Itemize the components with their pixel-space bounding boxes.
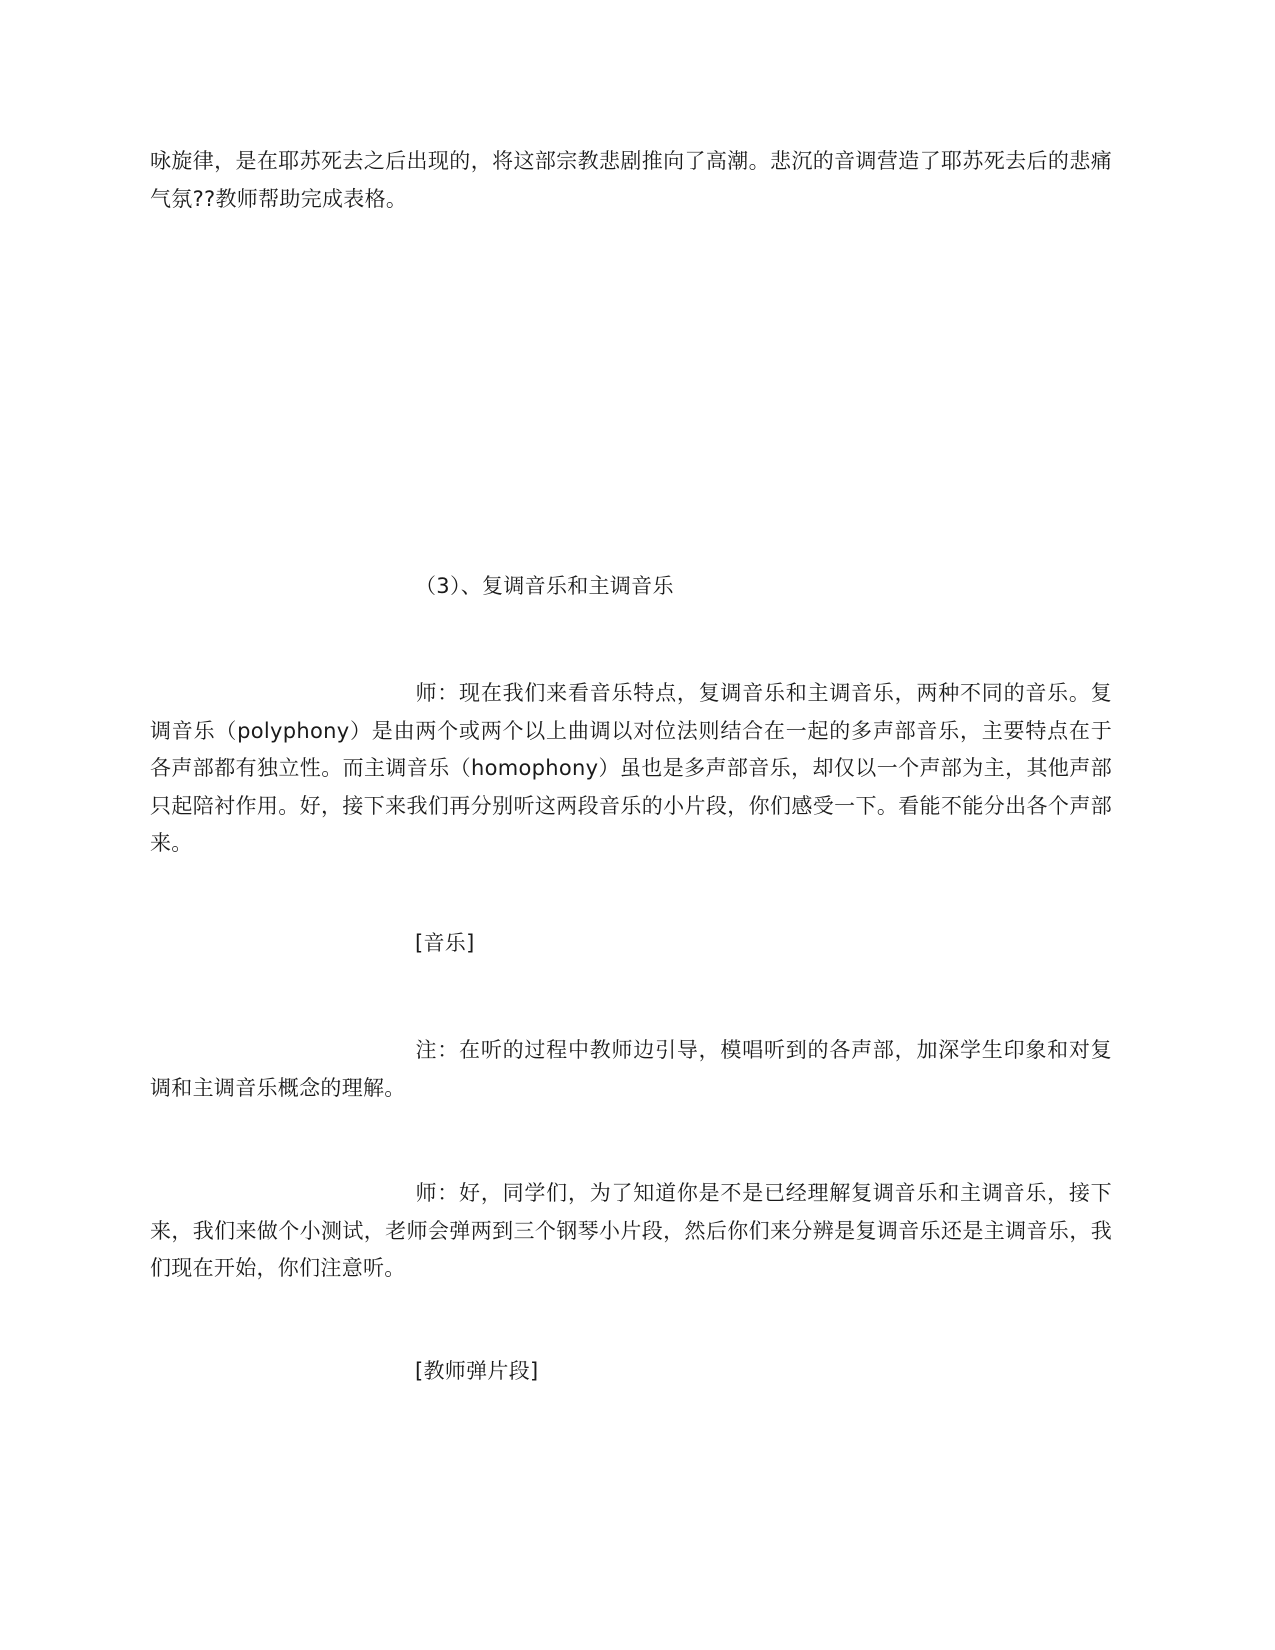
music-cue: [音乐] [415, 931, 475, 955]
paragraph-passion-melody [150, 143, 1112, 218]
paragraph-text: 注：在听的过程中教师边引导，模唱听到的各声部，加深学生印象和对复调和主调音乐概念的理解。 [150, 1038, 1112, 1100]
paragraph-text: 师：好，同学们，为了知道你是不是已经理解复调音乐和主调音乐，接下来，我们来做个小测试，老师会弹两到三个钢琴小片段，然后你们来分辨是复调音乐还是主调音乐，我们现在开始，你们注意听。 [150, 1181, 1112, 1280]
paragraph-teacher-note [150, 1032, 1112, 1107]
paragraph-quiz-intro [150, 1175, 1112, 1288]
paragraph-text: 师：现在我们来看音乐特点，复调音乐和主调音乐，两种不同的音乐。复调音乐（polyphony）是由两个或两个以上曲调以对位法则结合在一起的多声部音乐，主要特点在于各声部都有独立性。而主调音乐（homophony）虽也是多声部音乐，却仅以一个声部为主，其他声部只起陪衬作用。好，接下来我们再分别听这两段音乐的小片段，你们感受一下。看能不能分出各个声部来。 [150, 681, 1112, 855]
paragraph-text: 咏旋律，是在耶苏死去之后出现的，将这部宗教悲剧推向了高潮。悲沉的音调营造了耶苏死去后的悲痛气氛??教师帮助完成表格。 [150, 149, 1112, 211]
section-heading: （3）、复调音乐和主调音乐 [415, 574, 674, 598]
paragraph-polyphony-homophony [150, 675, 1112, 863]
teacher-plays-cue: [教师弹片段] [415, 1359, 539, 1383]
